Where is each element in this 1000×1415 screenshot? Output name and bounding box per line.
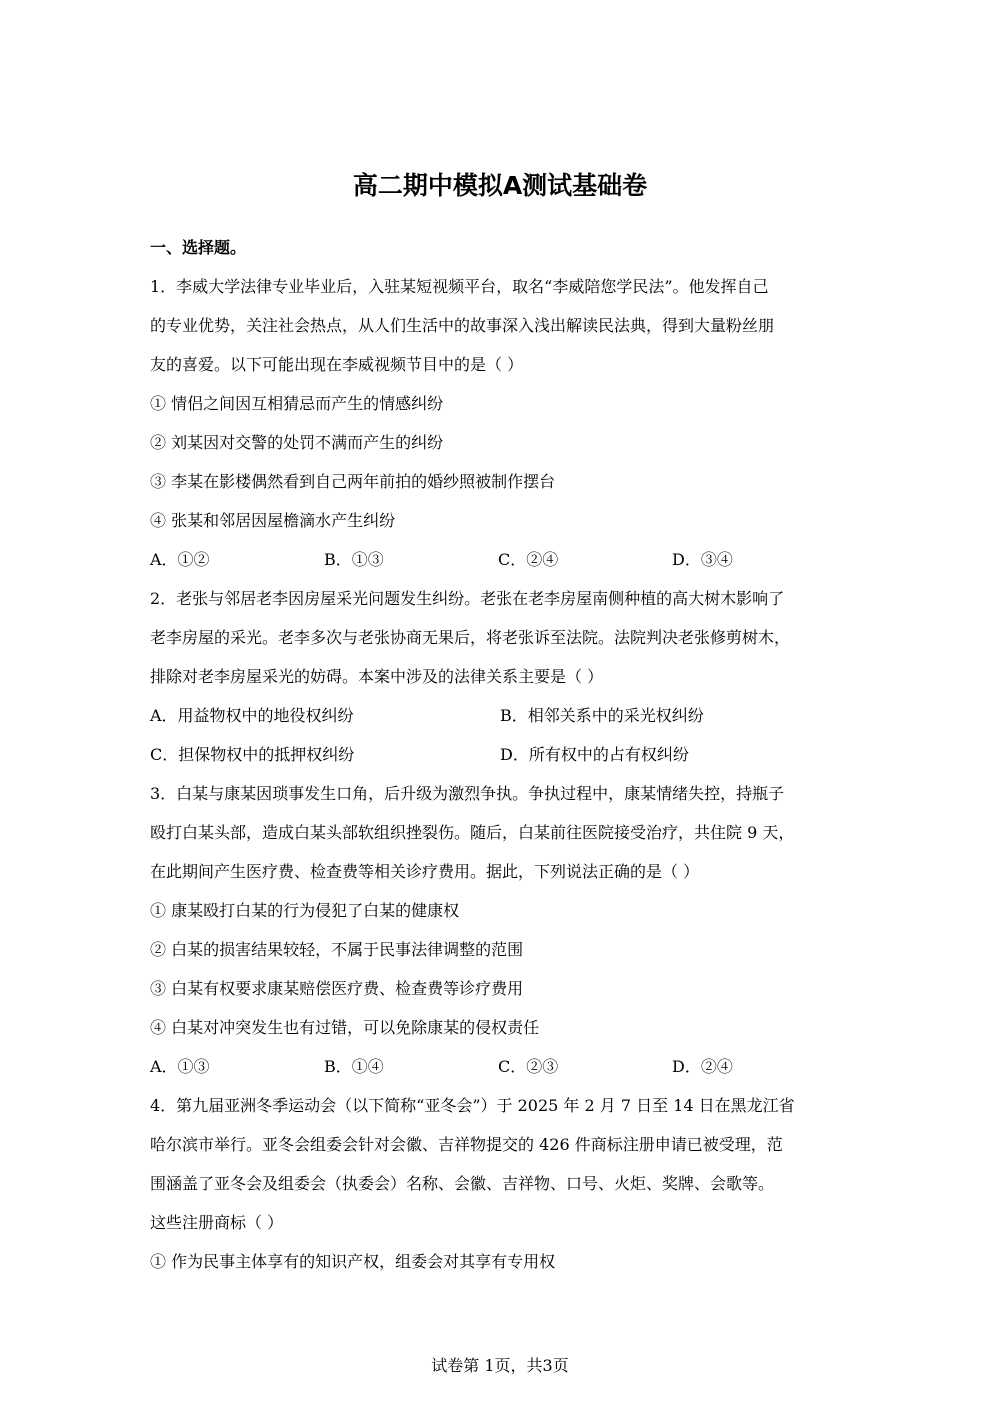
question-text: 在此期间产生医疗费、检查费等相关诊疗费用。据此，下列说法正确的是（ ） [150, 862, 700, 881]
option-b: B．①④ [324, 1057, 384, 1076]
question-1 [150, 267, 855, 579]
statement: ① 康某殴打白某的行为侵犯了白某的健康权 [150, 901, 460, 920]
statement: ① 情侣之间因互相猜忌而产生的情感纠纷 [150, 394, 444, 413]
option-d: D．所有权中的占有权纠纷 [500, 745, 689, 764]
option-a: A．用益物权中的地役权纠纷 [150, 706, 354, 725]
page-footer: 试卷第 1页，共3页 [431, 1356, 569, 1375]
question-text: 殴打白某头部，造成白某头部软组织挫裂伤。随后，白某前往医院接受治疗，共住院 9 天， [150, 823, 795, 842]
question-text: 哈尔滨市举行。亚冬会组委会针对会徽、吉祥物提交的 426 件商标注册申请已被受理，范 [150, 1135, 783, 1154]
statement: ④ 张某和邻居因屋檐滴水产生纠纷 [150, 511, 396, 530]
section-heading: 一、选择题。 [150, 238, 247, 257]
option-c: C．担保物权中的抵押权纠纷 [150, 745, 355, 764]
question-text: 2．老张与邻居老李因房屋采光问题发生纠纷。老张在老李房屋南侧种植的高大树木影响了 [150, 589, 785, 608]
exam-content [150, 228, 855, 1281]
answer-options [150, 1047, 855, 1086]
question-3 [150, 774, 855, 1086]
option-b: B．相邻关系中的采光权纠纷 [500, 706, 704, 725]
statement: ② 刘某因对交警的处罚不满而产生的纠纷 [150, 433, 444, 452]
question-4 [150, 1086, 855, 1281]
answer-options [150, 696, 855, 735]
answer-options [150, 735, 855, 774]
statement: ③ 李某在影楼偶然看到自己两年前拍的婚纱照被制作摆台 [150, 472, 556, 491]
question-text: 排除对老李房屋采光的妨碍。本案中涉及的法律关系主要是（ ） [150, 667, 604, 686]
option-b: B．①③ [324, 550, 384, 569]
option-a: A．①③ [150, 1057, 210, 1076]
option-c: C．②③ [498, 1057, 559, 1076]
question-text: 的专业优势，关注社会热点，从人们生活中的故事深入浅出解读民法典，得到大量粉丝朋 [150, 316, 775, 335]
statement: ② 白某的损害结果较轻，不属于民事法律调整的范围 [150, 940, 524, 959]
question-text: 围涵盖了亚冬会及组委会（执委会）名称、会徽、吉祥物、口号、火炬、奖牌、会歌等。 [150, 1174, 775, 1193]
option-a: A．①② [150, 550, 210, 569]
statement: ① 作为民事主体享有的知识产权，组委会对其享有专用权 [150, 1252, 556, 1271]
statement: ③ 白某有权要求康某赔偿医疗费、检查费等诊疗费用 [150, 979, 524, 998]
answer-options [150, 540, 855, 579]
question-text: 这些注册商标（ ） [150, 1213, 284, 1232]
question-text: 3．白某与康某因琐事发生口角，后升级为激烈争执。争执过程中，康某情绪失控，持瓶子 [150, 784, 785, 803]
question-text: 老李房屋的采光。老李多次与老张协商无果后，将老张诉至法院。法院判决老张修剪树木， [150, 628, 791, 647]
question-text: 1．李威大学法律专业毕业后，入驻某短视频平台，取名“李威陪您学民法”。他发挥自己 [150, 277, 769, 296]
statement: ④ 白某对冲突发生也有过错，可以免除康某的侵权责任 [150, 1018, 540, 1037]
question-2 [150, 579, 855, 774]
question-text: 4．第九届亚洲冬季运动会（以下简称“亚冬会”）于 2025 年 2 月 7 日至 14 日在黑龙江省 [150, 1096, 795, 1115]
option-d: D．③④ [672, 550, 733, 569]
option-d: D．②④ [672, 1057, 733, 1076]
page-title: 高二期中模拟A测试基础卷 [352, 171, 648, 200]
option-c: C．②④ [498, 550, 559, 569]
question-text: 友的喜爱。以下可能出现在李威视频节目中的是（ ） [150, 355, 524, 374]
